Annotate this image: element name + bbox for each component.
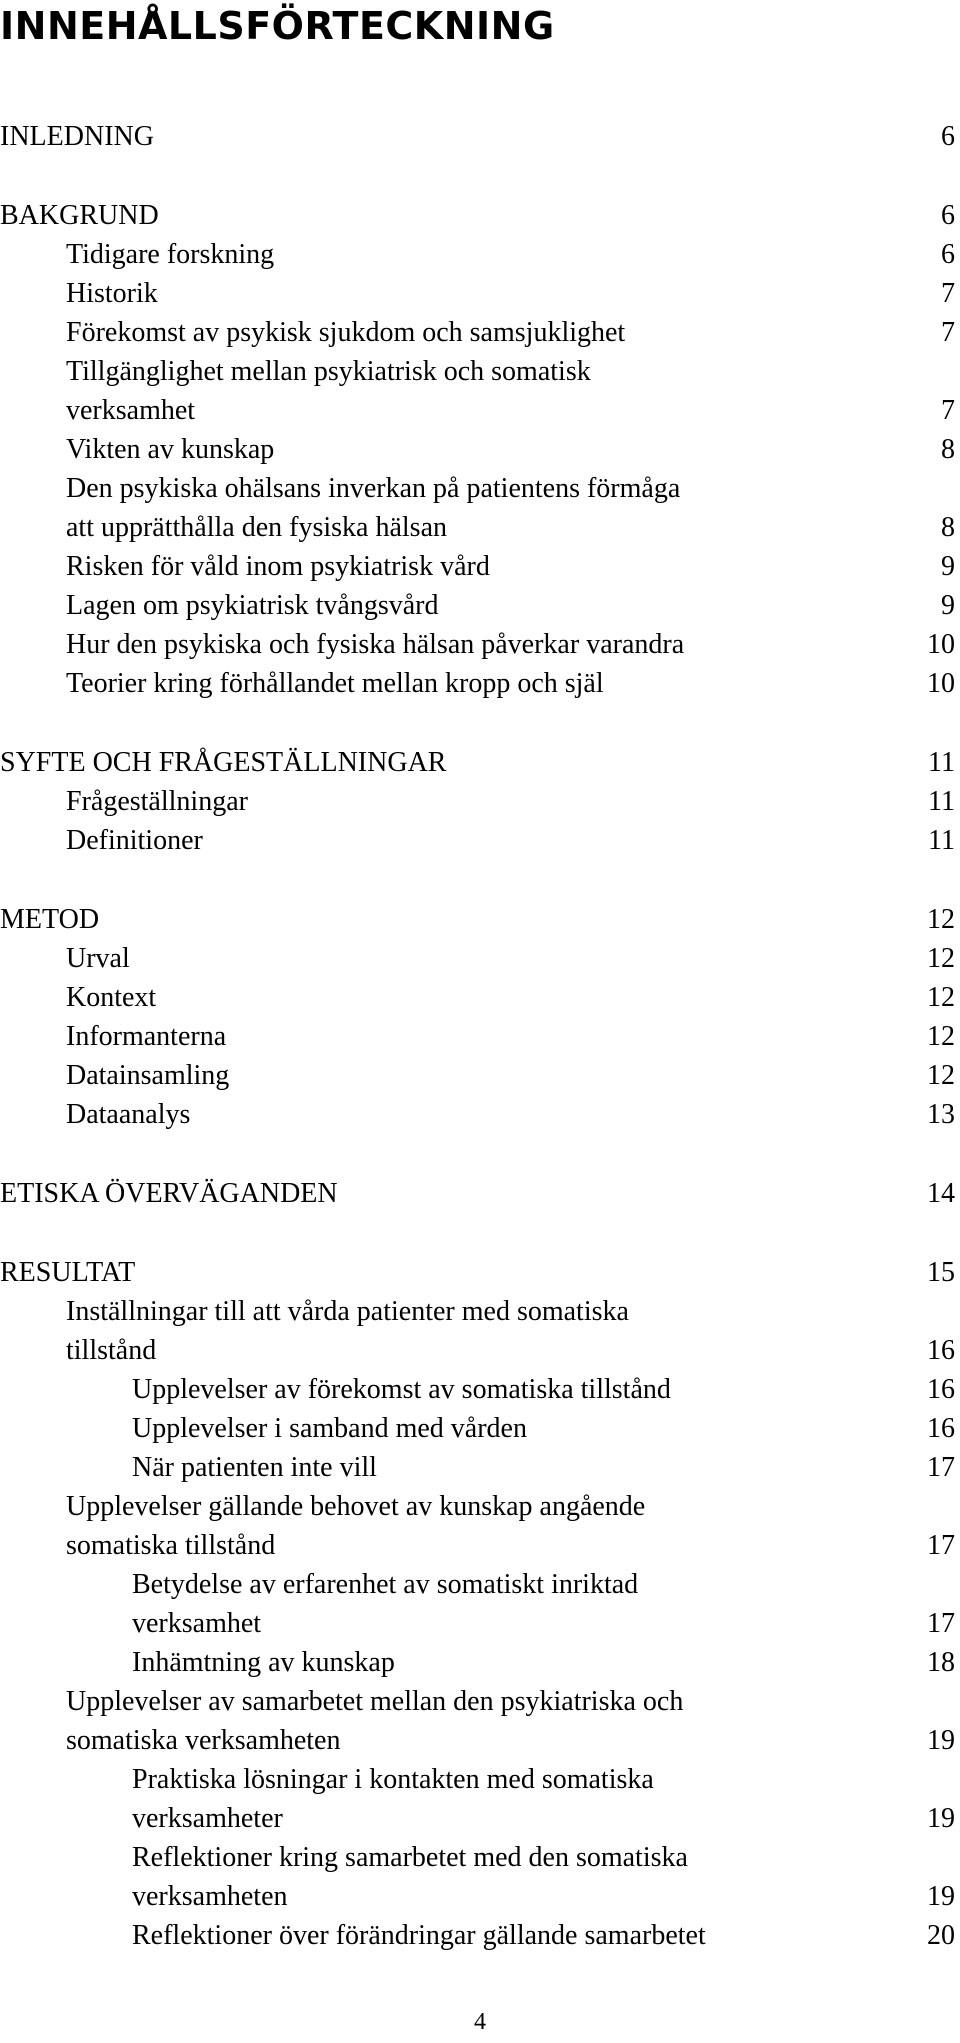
- toc-entry-page-number: 10: [927, 668, 955, 699]
- toc-entry: [0, 1799, 960, 1838]
- toc-entry: [0, 1253, 960, 1292]
- toc-entry-page-number: 12: [927, 982, 955, 1013]
- toc-entry-page-number: 7: [941, 278, 955, 309]
- toc-entry-label: Teorier kring förhållandet mellan kropp och själ: [66, 668, 604, 699]
- toc-entry: [0, 939, 960, 978]
- toc-entry-label: Upplevelser gällande behovet av kunskap angående: [66, 1491, 646, 1522]
- toc-entry: [0, 1916, 960, 1955]
- toc-entry: [0, 1565, 960, 1604]
- toc-entry: [0, 1682, 960, 1721]
- toc-entry-page-number: 12: [927, 1060, 955, 1091]
- toc-entry-page-number: 12: [927, 904, 955, 935]
- toc-entry-label: Praktiska lösningar i kontakten med somatiska: [132, 1764, 654, 1795]
- toc-entry-page-number: 17: [927, 1608, 955, 1639]
- toc-entry: [0, 821, 960, 860]
- toc-entry-page-number: 18: [927, 1647, 955, 1678]
- toc-entry-page-number: 14: [927, 1178, 955, 1209]
- toc-entry-label: Definitioner: [66, 825, 203, 856]
- toc-entry-page-number: 9: [941, 590, 955, 621]
- toc-entry-page-number: 9: [941, 551, 955, 582]
- toc-entry-page-number: 19: [927, 1725, 955, 1756]
- toc-entry-label: RESULTAT: [0, 1257, 136, 1288]
- toc-entry-label: Informanterna: [66, 1021, 227, 1052]
- toc-entry-page-number: 20: [927, 1920, 955, 1951]
- toc-entry-label: När patienten inte vill: [132, 1452, 377, 1483]
- toc-entry-label: att upprätthålla den fysiska hälsan: [66, 512, 447, 543]
- toc-entry: [0, 743, 960, 782]
- toc-entry-page-number: 16: [927, 1374, 955, 1405]
- toc-entry-label: Upplevelser i samband med vården: [132, 1413, 527, 1444]
- toc-entry-page-number: 6: [941, 239, 955, 270]
- toc-entry-page-number: 11: [928, 786, 955, 817]
- toc-entry-page-number: 19: [927, 1803, 955, 1834]
- toc-entry: [0, 978, 960, 1017]
- toc-entry-label: somatiska tillstånd: [66, 1530, 276, 1561]
- toc-entry: [0, 1331, 960, 1370]
- toc-entry-label: Tidigare forskning: [66, 239, 275, 270]
- toc-entry-label: Datainsamling: [66, 1060, 230, 1091]
- toc-entry-label: Risken för våld inom psykiatrisk vård: [66, 551, 490, 582]
- page-number: 4: [474, 2009, 486, 2035]
- toc-heading: INNEHÅLLSFÖRTECKNING: [0, 4, 555, 48]
- toc-entry: [0, 469, 960, 508]
- toc-entry: [0, 391, 960, 430]
- toc-entry-page-number: 10: [927, 629, 955, 660]
- toc-entry-page-number: 7: [941, 317, 955, 348]
- toc-entry-page-number: 15: [927, 1257, 955, 1288]
- toc-entry-page-number: 13: [927, 1099, 955, 1130]
- toc-entry-page-number: 6: [941, 200, 955, 231]
- toc-entry-page-number: 12: [927, 943, 955, 974]
- toc-entry: [0, 1877, 960, 1916]
- toc-entry: [0, 1721, 960, 1760]
- toc-entry-label: verksamheter: [132, 1803, 283, 1834]
- toc-entry: [0, 1838, 960, 1877]
- toc-entry: [0, 1448, 960, 1487]
- toc-entry-page-number: 11: [928, 825, 955, 856]
- toc-entry-label: Tillgänglighet mellan psykiatrisk och somatisk: [66, 356, 591, 387]
- toc-entry-label: ETISKA ÖVERVÄGANDEN: [0, 1178, 338, 1209]
- toc-entry-page-number: 8: [941, 434, 955, 465]
- toc-entry: [0, 235, 960, 274]
- toc-entry-label: verksamhet: [132, 1608, 262, 1639]
- toc-entry-label: Reflektioner kring samarbetet med den somatiska: [132, 1842, 688, 1873]
- toc-entry: [0, 117, 960, 156]
- toc-entry: [0, 1409, 960, 1448]
- toc-entry-label: Upplevelser av samarbetet mellan den psykiatriska och: [66, 1686, 684, 1717]
- toc-entry: [0, 1017, 960, 1056]
- toc-entry-label: Vikten av kunskap: [66, 434, 275, 465]
- toc-entry-page-number: 17: [927, 1452, 955, 1483]
- toc-entry: [0, 1760, 960, 1799]
- toc-entry-label: somatiska verksamheten: [66, 1725, 341, 1756]
- toc-entry: [0, 1643, 960, 1682]
- toc-entry: [0, 1370, 960, 1409]
- toc-entry-page-number: 17: [927, 1530, 955, 1561]
- toc-entry-page-number: 8: [941, 512, 955, 543]
- toc-entry-label: Dataanalys: [66, 1099, 191, 1130]
- toc-entry: [0, 586, 960, 625]
- toc-entry-label: Den psykiska ohälsans inverkan på patientens förmåga: [66, 473, 681, 504]
- toc-entry: [0, 1056, 960, 1095]
- toc-entry-label: Upplevelser av förekomst av somatiska tillstånd: [132, 1374, 671, 1405]
- toc-entry-label: Kontext: [66, 982, 157, 1013]
- toc-entry-page-number: 11: [928, 747, 955, 778]
- toc-entry-label: verksamheten: [132, 1881, 288, 1912]
- toc-entry: [0, 1526, 960, 1565]
- toc-entry-label: SYFTE OCH FRÅGESTÄLLNINGAR: [0, 747, 447, 778]
- toc-entry-label: Inställningar till att vårda patienter med somatiska: [66, 1296, 629, 1327]
- toc-entry-label: verksamhet: [66, 395, 196, 426]
- toc-entry: [0, 625, 960, 664]
- toc-entry-label: Reflektioner över förändringar gällande samarbetet: [132, 1920, 706, 1951]
- toc-entry: [0, 274, 960, 313]
- toc-entry: [0, 1174, 960, 1213]
- toc-entry: [0, 313, 960, 352]
- toc-entry-label: Frågeställningar: [66, 786, 248, 817]
- toc-entry-label: Historik: [66, 278, 158, 309]
- toc-entry: [0, 1487, 960, 1526]
- toc-entry: [0, 664, 960, 703]
- toc-entry-label: Urval: [66, 943, 130, 974]
- toc-entry: [0, 430, 960, 469]
- toc-entry-label: INLEDNING: [0, 121, 154, 152]
- toc-entry: [0, 196, 960, 235]
- toc-entry-label: BAKGRUND: [0, 200, 159, 231]
- toc-entry-label: Betydelse av erfarenhet av somatiskt inriktad: [132, 1569, 639, 1600]
- toc-entry: [0, 782, 960, 821]
- toc-entry-page-number: 16: [927, 1335, 955, 1366]
- toc-entry: [0, 352, 960, 391]
- toc-entry-label: Lagen om psykiatrisk tvångsvård: [66, 590, 439, 621]
- toc-entry-label: METOD: [0, 904, 100, 935]
- toc-entry: [0, 1292, 960, 1331]
- toc-entry-page-number: 16: [927, 1413, 955, 1444]
- toc-entry-page-number: 6: [941, 121, 955, 152]
- toc-entry-page-number: 12: [927, 1021, 955, 1052]
- toc-entry-label: Förekomst av psykisk sjukdom och samsjuklighet: [66, 317, 626, 348]
- toc-entry: [0, 508, 960, 547]
- toc-entry-label: Inhämtning av kunskap: [132, 1647, 395, 1678]
- toc-entry: [0, 1095, 960, 1134]
- toc-entry-page-number: 19: [927, 1881, 955, 1912]
- toc-entry-label: tillstånd: [66, 1335, 157, 1366]
- toc-entry: [0, 900, 960, 939]
- toc-entry-page-number: 7: [941, 395, 955, 426]
- toc-entry: [0, 1604, 960, 1643]
- toc-entry-label: Hur den psykiska och fysiska hälsan påverkar varandra: [66, 629, 685, 660]
- toc-entry: [0, 547, 960, 586]
